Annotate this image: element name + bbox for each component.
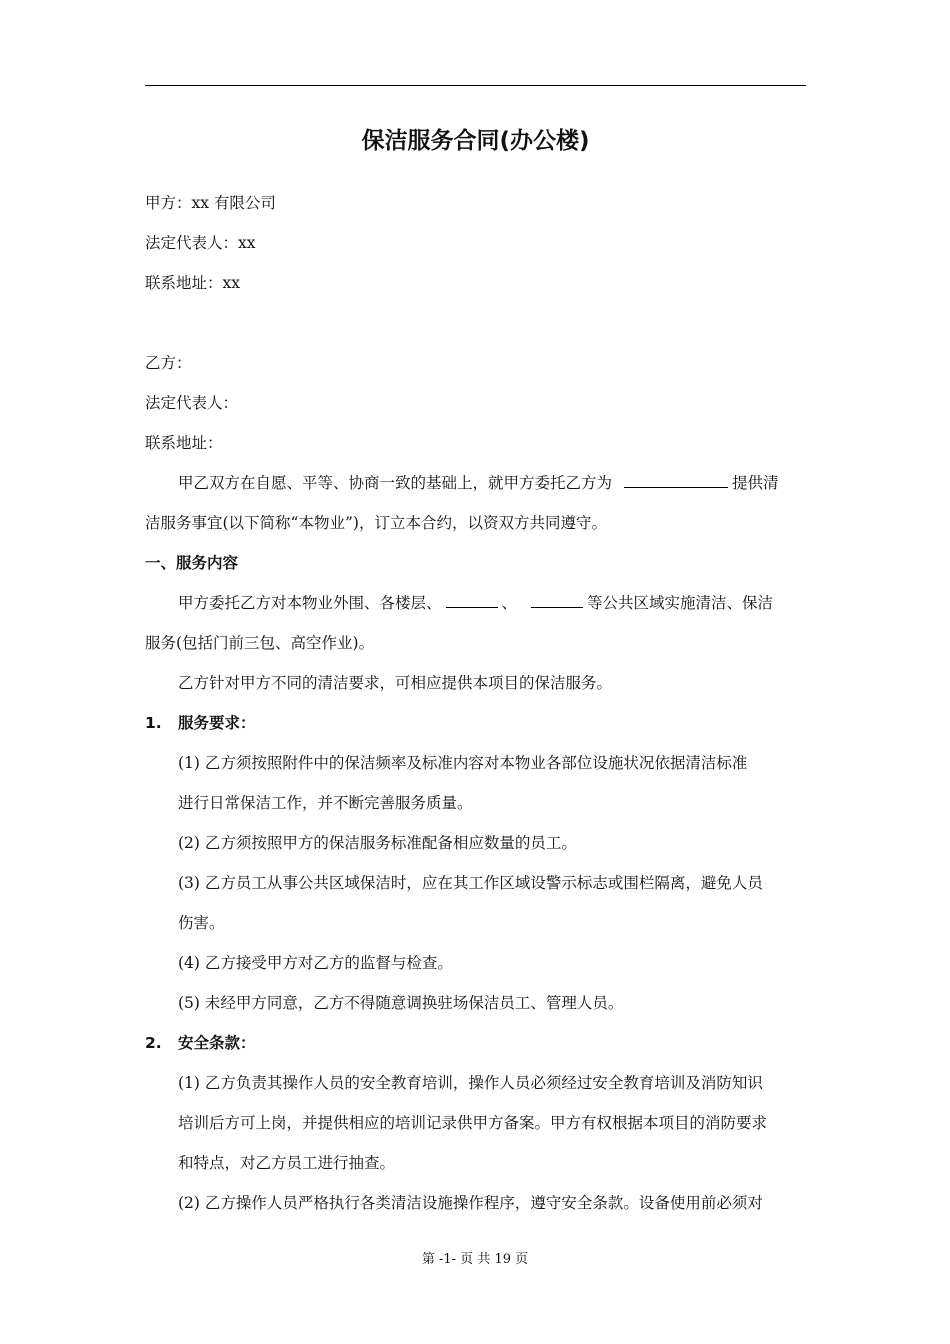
section1-heading: 一、服务内容 [145,554,239,572]
intro-text-2: 提供清 [732,474,779,492]
clause-title: 安全条款： [178,1034,256,1052]
safety-item1-line1: (1) 乙方负责其操作人员的安全教育培训，操作人员必须经过安全教育培训及消防知识 [178,1074,763,1092]
intro-paragraph-line2: 洁服务事宜(以下简称“本物业”)，订立本合约，以资双方共同遵守。 [145,514,607,532]
service-item4: (4) 乙方接受甲方对乙方的监督与检查。 [178,954,453,972]
header-rule [145,85,806,86]
party-b-address: 联系地址： [145,434,223,452]
contract-title: 保洁服务合同(办公楼) [361,128,590,154]
clause-number: 1. [145,714,162,732]
section1-paragraph2: 乙方针对甲方不同的清洁要求，可相应提供本项目的保洁服务。 [178,674,613,692]
service-item1-line2: 进行日常保洁工作，并不断完善服务质量。 [178,794,473,812]
service-item1-line1: (1) 乙方须按照附件中的保洁频率及标准内容对本物业各部位设施状况依据清洁标准 [178,754,748,772]
section1-text-2: 等公共区域实施清洁、保洁 [587,594,774,612]
service-requirements-heading [145,712,806,734]
safety-item1-line3: 和特点，对乙方员工进行抽查。 [178,1154,396,1172]
section1-separator: 、 [501,594,518,612]
safety-item1-line2: 培训后方可上岗，并提供相应的培训记录供甲方备案。甲方有权根据本项目的消防要求 [178,1114,768,1132]
blank-field [531,592,583,608]
intro-paragraph-line1 [178,472,806,494]
blank-field [446,592,498,608]
clause-number: 2. [145,1034,162,1052]
blank-field [624,472,728,488]
safety-terms-heading [145,1032,806,1054]
party-b-name: 乙方： [145,354,192,372]
section1-text-1: 甲方委托乙方对本物业外围、各楼层、 [178,594,442,612]
party-a-name: 甲方：xx 有限公司 [145,194,276,212]
page-number-footer: 第 -1- 页 共 19 页 [421,1252,529,1267]
party-a-representative: 法定代表人：xx [145,234,256,252]
intro-text-1: 甲乙双方在自愿、平等、协商一致的基础上，就甲方委托乙方为 [178,474,613,492]
service-item3-line1: (3) 乙方员工从事公共区域保洁时，应在其工作区域设警示标志或围栏隔离，避免人员 [178,874,763,892]
party-a-address: 联系地址：xx [145,274,240,292]
section1-paragraph1-line1 [178,592,806,614]
service-item2: (2) 乙方须按照甲方的保洁服务标准配备相应数量的员工。 [178,834,577,852]
section1-paragraph1-line2: 服务(包括门前三包、高空作业)。 [145,634,375,652]
service-item5: (5) 未经甲方同意，乙方不得随意调换驻场保洁员工、管理人员。 [178,994,624,1012]
clause-title: 服务要求： [178,714,256,732]
service-item3-line2: 伤害。 [178,914,225,932]
party-b-representative: 法定代表人： [145,394,239,412]
safety-item2-line1: (2) 乙方操作人员严格执行各类清洁设施操作程序，遵守安全条款。设备使用前必须对 [178,1194,763,1212]
